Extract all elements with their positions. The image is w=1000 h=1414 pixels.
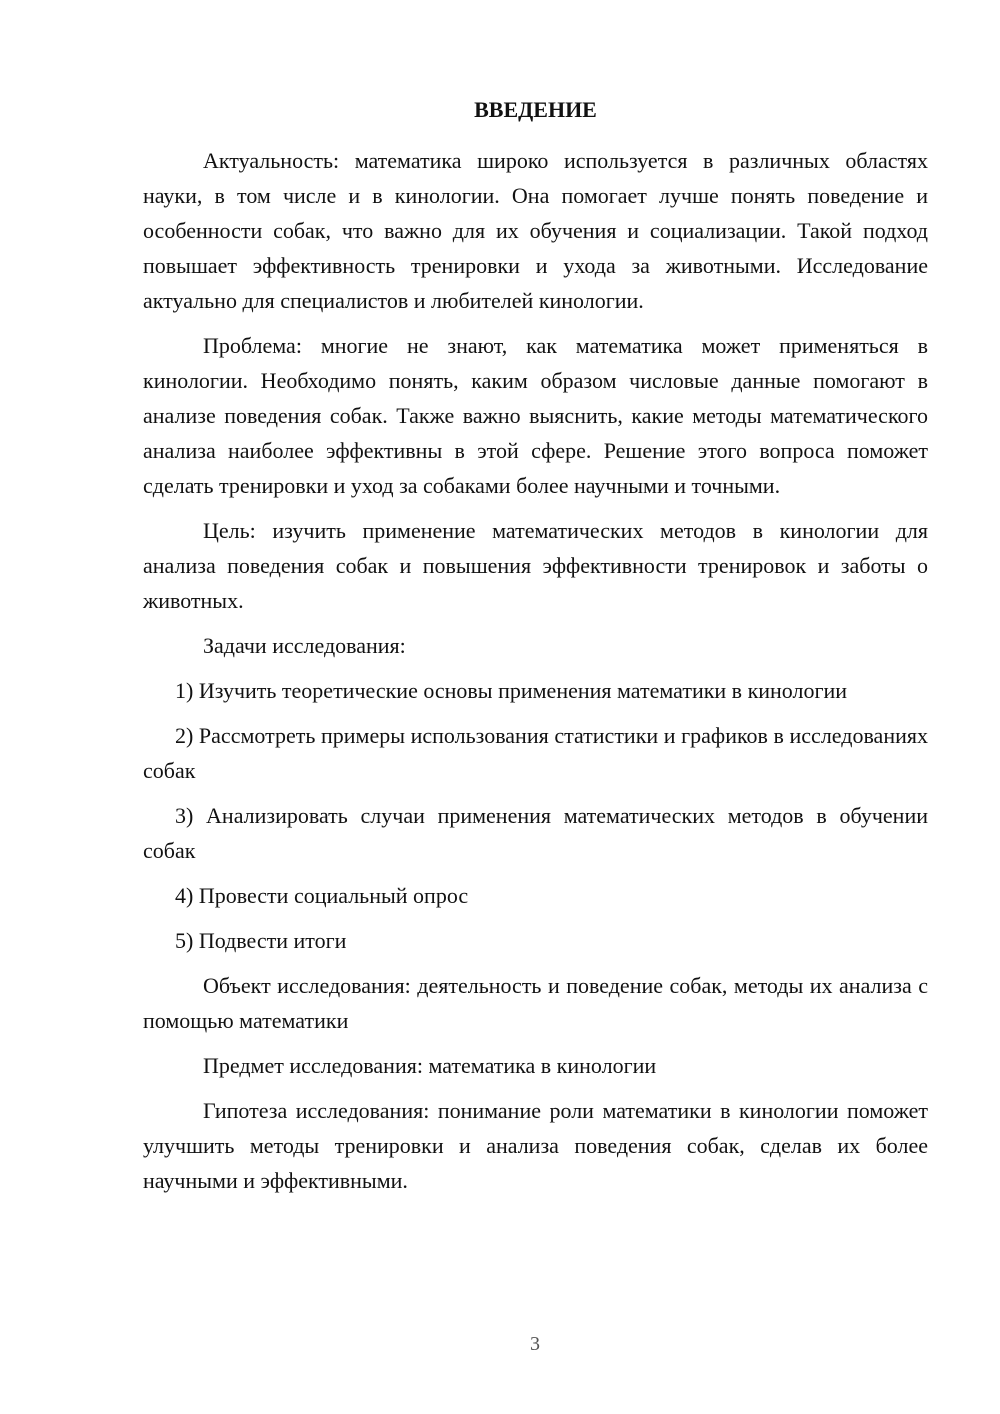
section-heading: ВВЕДЕНИЕ (474, 97, 597, 122)
paragraph-tasks-intro: Задачи исследования: (203, 633, 406, 658)
paragraph-subject: Предмет исследования: математика в кинологии (203, 1053, 657, 1078)
task-item: 2) Рассмотреть примеры использования статистики и графиков в исследованиях собак (143, 723, 928, 783)
task-item: 4) Провести социальный опрос (175, 883, 469, 908)
task-item: 3) Анализировать случаи применения математических методов в обучении собак (143, 803, 928, 863)
task-item: 1) Изучить теоретические основы применения математики в кинологии (175, 678, 848, 703)
paragraph-hypothesis: Гипотеза исследования: понимание роли математики в кинологии поможет улучшить методы тренировки и анализа поведения собак, сделав их более научными и эффективными. (143, 1098, 928, 1193)
paragraph-problem: Проблема: многие не знают, как математика может применяться в кинологии. Необходимо понять, каким образом числовые данные помогают в анализе поведения собак. Также важно выяснить, какие методы математического анализа наиболее эффективны в этой сфере. Решение этого вопроса поможет сделать тренировки и уход за собаками более научными и точными. (143, 333, 928, 498)
task-item: 5) Подвести итоги (175, 928, 347, 953)
page-number: 3 (530, 1333, 540, 1355)
paragraph-relevance: Актуальность: математика широко используется в различных областях науки, в том числе и в кинологии. Она помогает лучше понять поведение и особенности собак, что важно для их обучения и социализации. Такой подход повышает эффективность тренировки и ухода за животными. Исследование актуально для специалистов и любителей кинологии. (143, 148, 928, 313)
paragraph-object: Объект исследования: деятельность и поведение собак, методы их анализа с помощью математики (143, 973, 928, 1033)
page-content (143, 92, 928, 1208)
paragraph-goal: Цель: изучить применение математических методов в кинологии для анализа поведения собак и повышения эффективности тренировок и заботы о животных. (143, 518, 928, 613)
